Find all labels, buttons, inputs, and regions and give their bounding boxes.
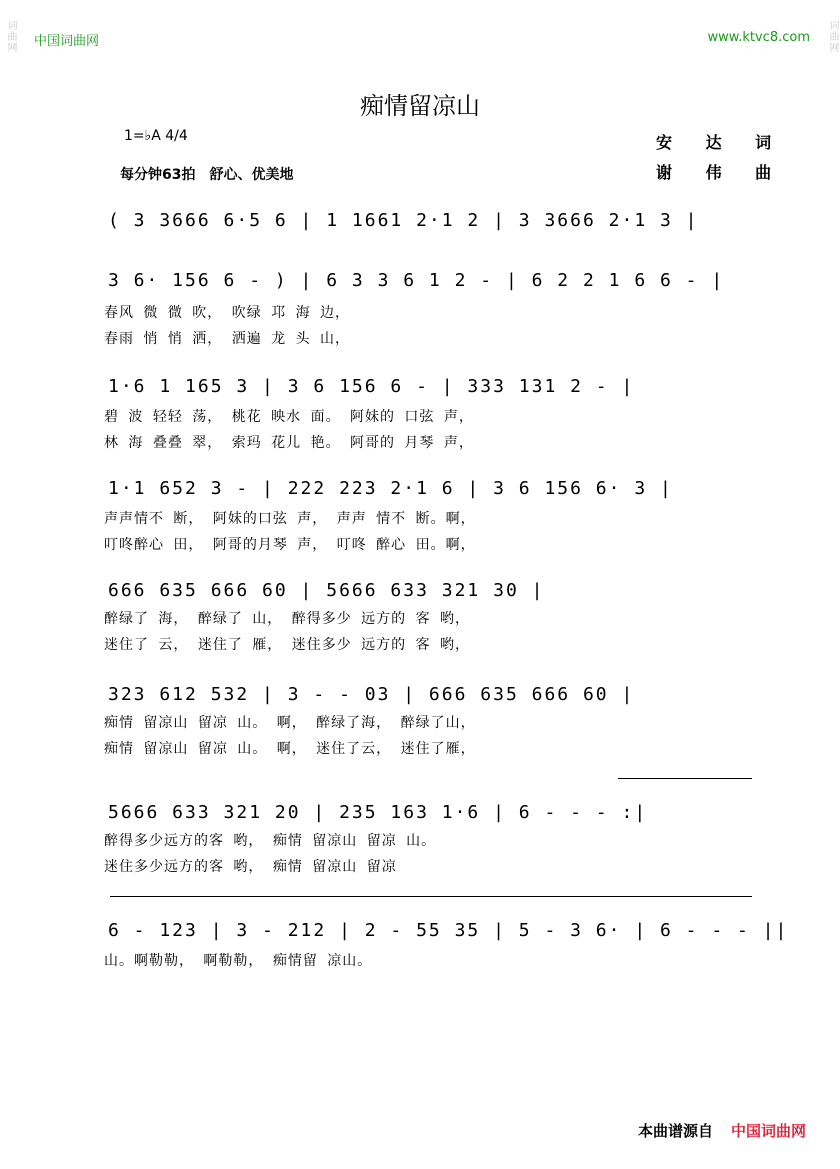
side-watermark-right: 词曲网 [827, 20, 838, 53]
lyric-verse-2: 春雨 悄 悄 洒， 洒遍 龙 头 山， [104, 331, 351, 347]
footer-source [638, 1120, 806, 1141]
notation-line: 6 - 123 | 3 - 212 | 2 - 55 35 | 5 - 3 6· | 6 - - - || [108, 920, 789, 941]
notation-line: 3 6· 156 6 - ) | 6 3 3 6 1 2 - | 6 2 2 1 6 6 - | [108, 270, 725, 291]
lyric-verse-1: 醉绿了 海， 醉绿了 山， 醉得多少 远方的 客 哟， [104, 611, 470, 627]
notation-line: 666 635 666 60 | 5666 633 321 30 | [108, 580, 545, 601]
notation-line: 323 612 532 | 3 - - 03 | 666 635 666 60 | [108, 684, 635, 705]
volta-bracket-1 [618, 778, 752, 779]
lyricist-credit: 安 达 词 [656, 133, 786, 152]
notation-line: 1·6 1 165 3 | 3 6 156 6 - | 333 131 2 - | [108, 376, 635, 397]
notation-line: 1·1 652 3 - | 222 223 2·1 6 | 3 6 156 6· 3 | [108, 478, 673, 499]
notation-line: ( 3 3666 6·5 6 | 1 1661 2·1 2 | 3 3666 2·1 3 | [108, 210, 699, 231]
tempo-marking: 每分钟63拍 舒心、优美地 [120, 167, 294, 183]
lyric-verse-2: 痴情 留凉山 留凉 山。 啊， 迷住了云， 迷住了雁， [104, 741, 476, 757]
header-site-left[interactable]: 中国词曲网 [34, 34, 100, 49]
lyric-verse-2: 叮咚醉心 田， 阿哥的月琴 声， 叮咚 醉心 田。啊， [104, 537, 476, 553]
key-signature: 1=♭A 4/4 [124, 128, 188, 144]
footer-label: 本曲谱源自 [637, 1122, 713, 1140]
lyric-verse-1: 碧 波 轻轻 荡， 桃花 映水 面。 阿妹的 口弦 声， [104, 409, 474, 425]
lyric-verse-1: 醉得多少远方的客 哟， 痴情 留凉山 留凉 山。 [104, 833, 437, 849]
side-watermark-left: 词曲网 [5, 20, 16, 53]
lyric-verse-1: 山。啊勒勒， 啊勒勒， 痴情留 凉山。 [104, 953, 373, 969]
lyric-verse-2: 林 海 叠叠 翠， 索玛 花儿 艳。 阿哥的 月琴 声， [104, 435, 474, 451]
lyric-verse-1: 声声情不 断， 阿妹的口弦 声， 声声 情不 断。啊， [104, 511, 476, 527]
song-title: 痴情留凉山 [360, 92, 480, 120]
notation-line: 5666 633 321 20 | 235 163 1·6 | 6 - - - :| [108, 802, 648, 823]
lyric-verse-2: 迷住多少远方的客 哟， 痴情 留凉山 留凉 [104, 859, 397, 875]
header-site-right[interactable]: www.ktvc8.com [707, 30, 810, 45]
lyric-verse-2: 迷住了 云， 迷住了 雁， 迷住多少 远方的 客 哟， [104, 637, 470, 653]
composer-credit: 谢 伟 曲 [656, 163, 786, 182]
lyric-verse-1: 痴情 留凉山 留凉 山。 啊， 醉绿了海， 醉绿了山， [104, 715, 476, 731]
volta-bracket-2 [110, 896, 752, 897]
footer-site-link[interactable]: 中国词曲网 [730, 1122, 806, 1140]
lyric-verse-1: 春风 微 微 吹， 吹绿 邛 海 边， [104, 305, 351, 321]
